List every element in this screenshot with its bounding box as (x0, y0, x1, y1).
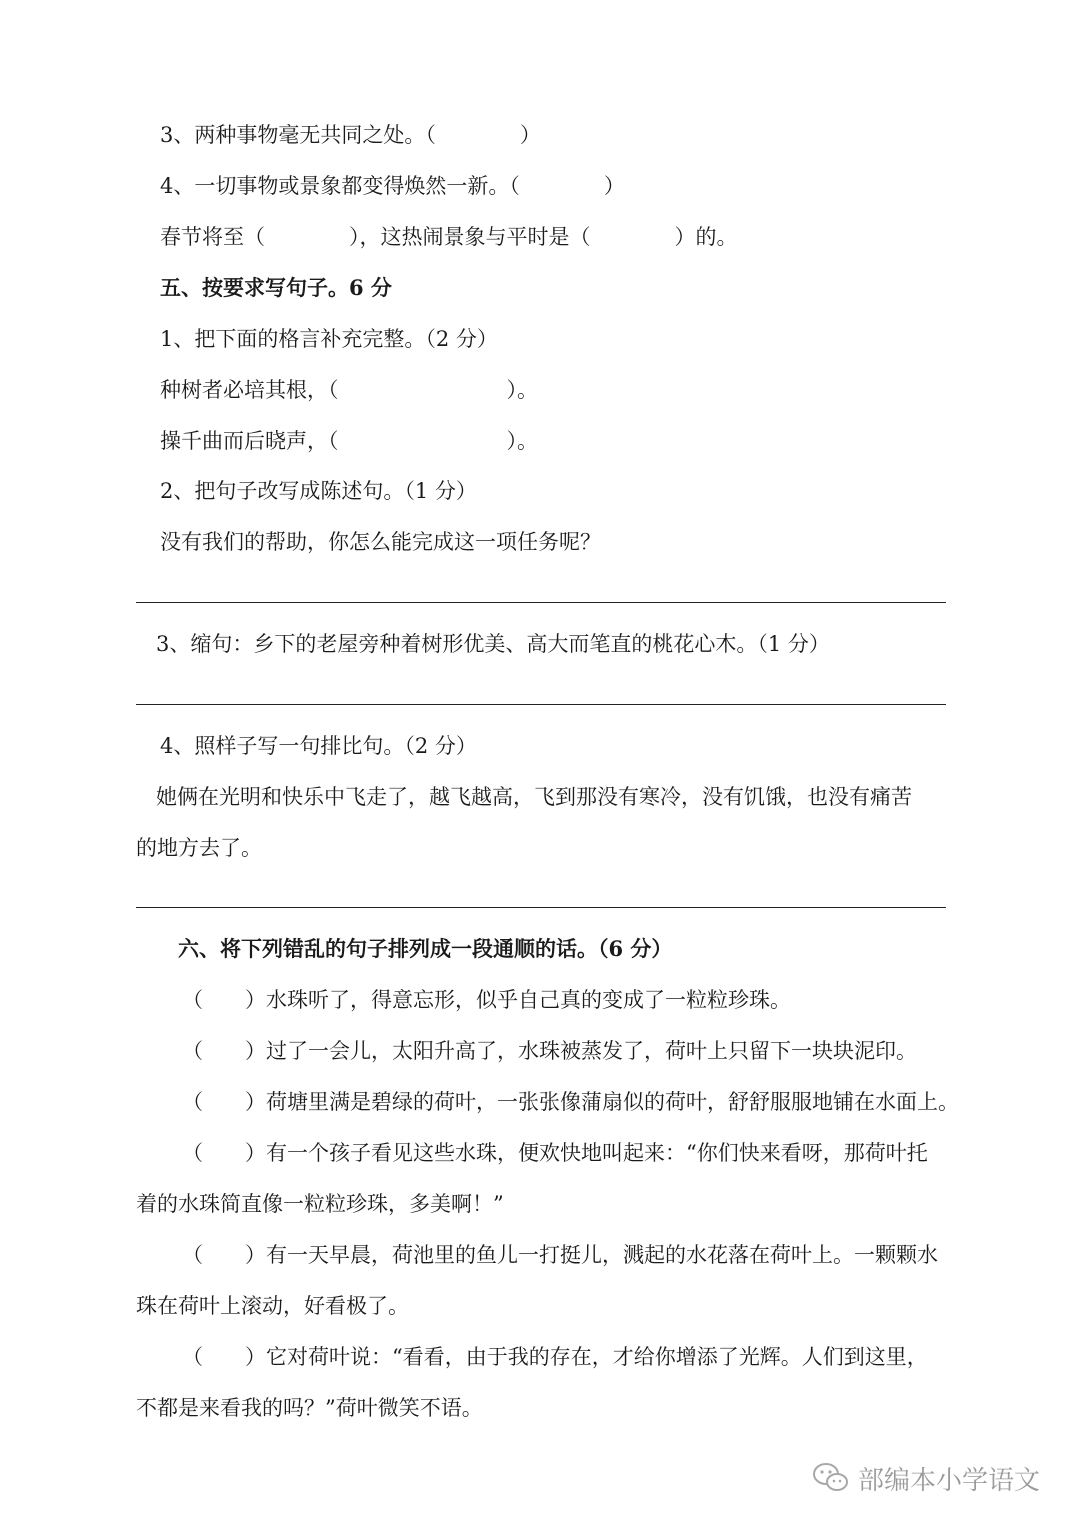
watermark (812, 1460, 1040, 1496)
q1-prompt: 1、把下面的格言补充完整。（2 分） (160, 327, 498, 351)
q4-example-line-1: 她俩在光明和快乐中飞走了，越飞越高，飞到那没有寒冷，没有饥饿，也没有痛苦 (156, 785, 912, 809)
q1-motto-line-2: 操千曲而后晓声，（ ）。 (160, 429, 538, 453)
order-sentence-4-line-2: 着的水珠简直像一粒粒珍珠，多美啊！” (136, 1192, 504, 1216)
order-sentence-6-line-1: （ ）它对荷叶说：“看看，由于我的存在，才给你增添了光辉。人们到这里， (182, 1345, 928, 1369)
q4-example-line-2: 的地方去了。 (136, 836, 262, 860)
answer-line-q2[interactable] (136, 602, 946, 603)
q1-motto-line-1: 种树者必培其根，（ ）。 (160, 378, 538, 402)
idiom-fill-sentence: 春节将至（ ），这热闹景象与平时是（ ）的。 (160, 225, 738, 249)
q2-sentence: 没有我们的帮助，你怎么能完成这一项任务呢？ (160, 530, 601, 554)
order-sentence-2: （ ）过了一会儿，太阳升高了，水珠被蒸发了，荷叶上只留下一块块泥印。 (182, 1039, 917, 1063)
order-sentence-6-line-2: 不都是来看我的吗？”荷叶微笑不语。 (136, 1396, 483, 1420)
order-sentence-4-line-1: （ ）有一个孩子看见这些水珠，便欢快地叫起来：“你们快来看呀，那荷叶托 (182, 1141, 928, 1165)
section-6-heading: 六、将下列错乱的句子排列成一段通顺的话。（6 分） (178, 936, 673, 961)
order-sentence-5-line-2: 珠在荷叶上滚动，好看极了。 (136, 1294, 409, 1318)
q2-prompt: 2、把句子改写成陈述句。（1 分） (160, 479, 477, 503)
section-5-heading: 五、按要求写句子。6 分 (160, 275, 392, 300)
q3-prompt: 3、缩句：乡下的老屋旁种着树形优美、高大而笔直的桃花心木。（1 分） (156, 632, 830, 656)
order-sentence-3: （ ）荷塘里满是碧绿的荷叶，一张张像蒲扇似的荷叶，舒舒服服地铺在水面上。 (182, 1090, 959, 1114)
answer-line-q4[interactable] (136, 907, 946, 908)
idiom-item-3: 3、两种事物毫无共同之处。（ ） (160, 123, 541, 147)
wechat-icon (812, 1462, 850, 1494)
order-sentence-5-line-1: （ ）有一天早晨，荷池里的鱼儿一打挺儿，溅起的水花落在荷叶上。一颗颗水 (182, 1243, 938, 1267)
idiom-item-4: 4、一切事物或景象都变得焕然一新。（ ） (160, 174, 625, 198)
watermark-text: 部编本小学语文 (858, 1465, 1041, 1496)
answer-line-q3[interactable] (136, 704, 946, 705)
q4-prompt: 4、照样子写一句排比句。（2 分） (160, 734, 477, 758)
order-sentence-1: （ ）水珠听了，得意忘形，似乎自己真的变成了一粒粒珍珠。 (182, 988, 791, 1012)
